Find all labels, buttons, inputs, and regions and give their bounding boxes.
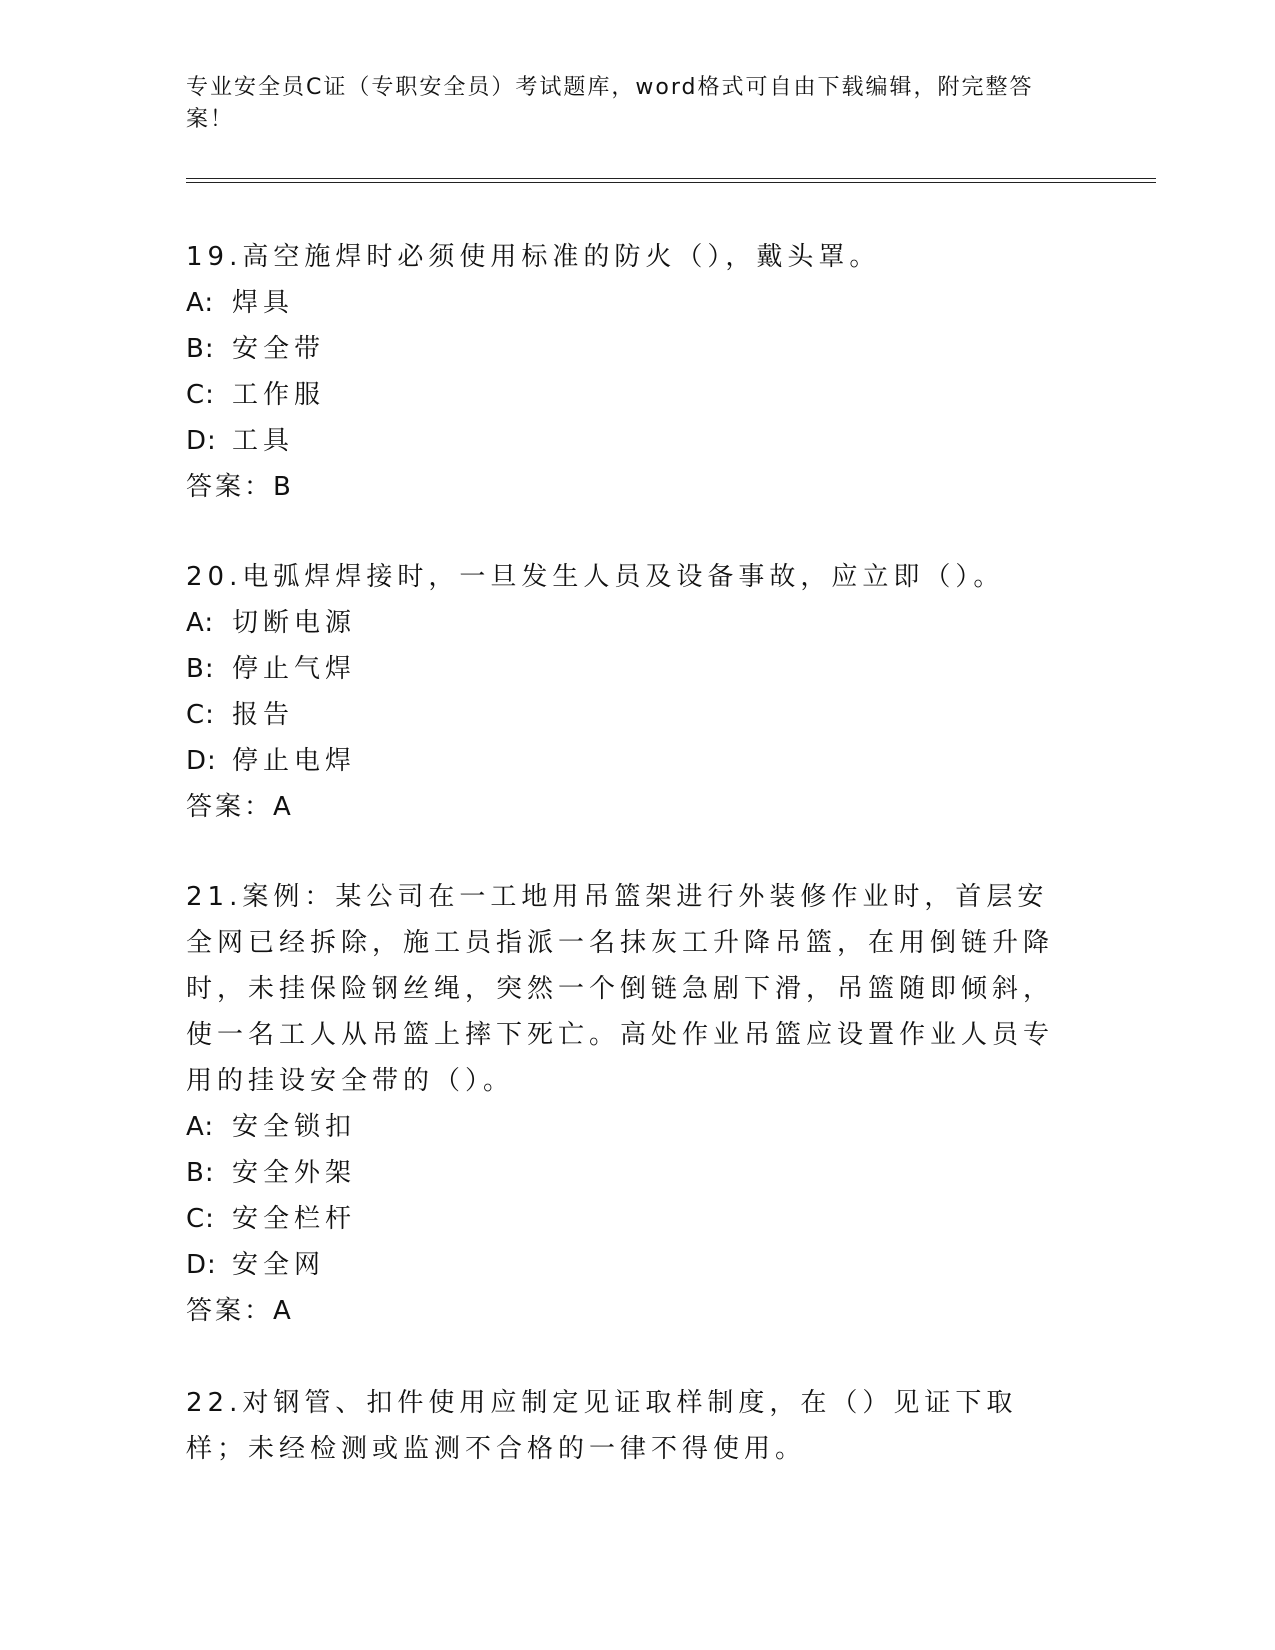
question-21 [186,874,1076,1334]
answer-line: 答案：A [186,792,294,822]
option-letter: A: [186,608,215,638]
option-text: 工具 [232,426,295,456]
question-stem: 21.案例：某公司在一工地用吊篮架进行外装修作业时，首层安全网已经拆除，施工员指派一名抹灰工升降吊篮，在用倒链升降时，未挂保险钢丝绳，突然一个倒链急剧下滑，吊篮随即倾斜，使一名工人从吊篮上摔下死亡。高处作业吊篮应设置作业人员专用的挂设安全带的（）。 [186,882,1055,1096]
header-divider-top [186,178,1156,179]
option-text: 安全带 [232,334,326,364]
option-letter: A: [186,1112,215,1142]
question-22 [186,1380,1076,1472]
option-b [186,1150,1076,1196]
option-d [186,1242,1076,1288]
option-letter: D: [186,426,217,456]
option-text: 安全栏杆 [232,1204,357,1234]
option-c [186,372,1076,418]
question-stem: 22.对钢管、扣件使用应制定见证取样制度，在（）见证下取样；未经检测或监测不合格的一律不得使用。 [186,1388,1018,1464]
option-text: 焊具 [232,288,295,318]
header-divider-bottom [186,182,1156,183]
question-stem: 20.电弧焊焊接时，一旦发生人员及设备事故，应立即（）。 [186,562,1005,592]
option-text: 工作服 [232,380,326,410]
option-letter: D: [186,746,217,776]
option-letter: B: [186,654,215,684]
answer-line: 答案：A [186,1296,294,1326]
option-text: 安全网 [232,1250,326,1280]
option-text: 安全锁扣 [232,1112,357,1142]
option-c [186,692,1076,738]
option-a [186,1104,1076,1150]
question-stem: 19.高空施焊时必须使用标准的防火（），戴头罩。 [186,242,881,272]
option-text: 报告 [232,700,295,730]
option-letter: A: [186,288,215,318]
option-letter: B: [186,334,215,364]
option-b [186,326,1076,372]
option-d [186,418,1076,464]
option-letter: D: [186,1250,217,1280]
option-letter: C: [186,1204,215,1234]
option-text: 切断电源 [232,608,357,638]
option-letter: C: [186,700,215,730]
question-19 [186,234,1076,510]
option-c [186,1196,1076,1242]
option-b [186,646,1076,692]
option-a [186,280,1076,326]
question-20 [186,554,1076,830]
option-letter: B: [186,1158,215,1188]
option-text: 安全外架 [232,1158,357,1188]
option-letter: C: [186,380,215,410]
answer-line: 答案：B [186,472,294,502]
option-text: 停止气焊 [232,654,357,684]
option-text: 停止电焊 [232,746,357,776]
option-d [186,738,1076,784]
option-a [186,600,1076,646]
document-header: 专业安全员C证（专职安全员）考试题库，word格式可自由下载编辑，附完整答案！ [186,75,1034,132]
